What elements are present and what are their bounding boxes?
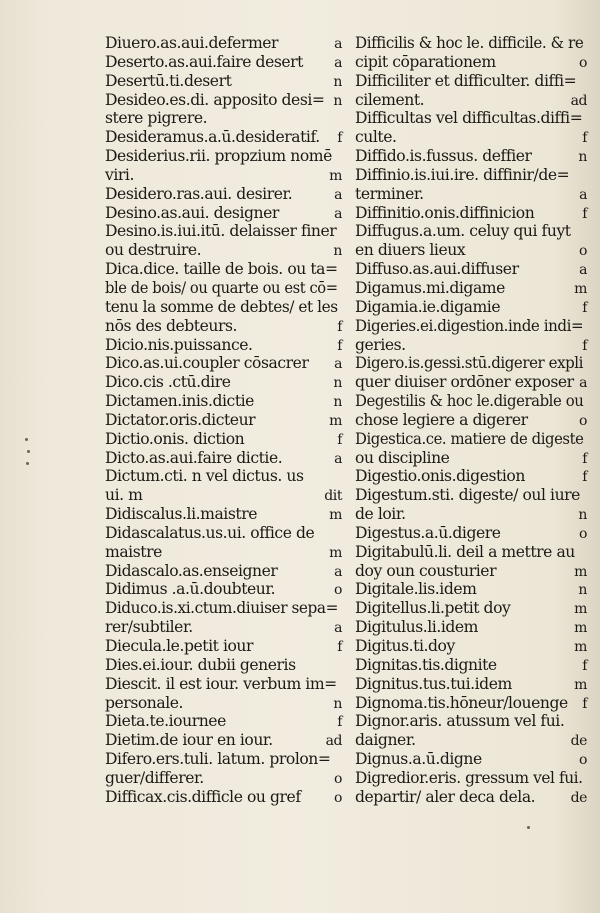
dictionary-line — [105, 392, 342, 411]
dictionary-line — [355, 392, 587, 411]
grammar-marker: o — [579, 243, 587, 260]
grammar-marker: f — [337, 318, 342, 335]
grammar-marker: f — [582, 469, 587, 486]
grammar-marker: a — [579, 186, 587, 203]
grammar-marker: f — [337, 714, 342, 731]
entry-text: Diescit. il est iour. verbum im= — [105, 674, 337, 693]
entry-text: Desertū.ti.desert — [105, 71, 232, 90]
entry-text: Dies.ei.iour. dubii generis — [105, 655, 296, 674]
dictionary-line — [355, 543, 587, 562]
entry-text: Digitellus.li.petit doy — [355, 599, 511, 618]
dictionary-line — [355, 750, 587, 769]
dictionary-line — [105, 750, 342, 769]
grammar-marker: ad — [570, 92, 587, 109]
grammar-marker: a — [334, 563, 342, 580]
entry-text: Degestilis & hoc le.digerable ou — [355, 392, 584, 411]
dictionary-line — [105, 166, 342, 185]
entry-text: ou discipline — [355, 448, 450, 467]
dictionary-line — [355, 731, 587, 750]
entry-text: Desideo.es.di. apposito desi= — [105, 90, 325, 109]
entry-text: Digamus.mi.digame — [355, 278, 505, 297]
dictionary-line — [355, 336, 587, 355]
entry-text: geries. — [355, 335, 406, 354]
dictionary-line — [355, 580, 587, 599]
entry-text: cipit cōparationem — [355, 52, 496, 71]
right-column — [355, 34, 587, 807]
grammar-marker: a — [334, 356, 342, 373]
grammar-marker: n — [578, 507, 587, 524]
grammar-marker: o — [579, 752, 587, 769]
dictionary-line — [105, 505, 342, 524]
grammar-marker: f — [582, 450, 587, 467]
grammar-marker: m — [329, 544, 342, 561]
dictionary-line — [105, 34, 342, 53]
dictionary-line — [355, 599, 587, 618]
dictionary-line — [105, 279, 342, 298]
entry-text: Dictio.onis. diction — [105, 429, 245, 448]
entry-text: viri. — [105, 165, 134, 184]
entry-text: rer/subtiler. — [105, 618, 193, 637]
dictionary-line — [355, 91, 587, 110]
grammar-marker: n — [333, 695, 342, 712]
dictionary-line — [355, 241, 587, 260]
grammar-marker: n — [578, 149, 587, 166]
entry-text: Digestio.onis.digestion — [355, 467, 525, 486]
entry-text: nōs des debteurs. — [105, 316, 238, 335]
entry-text: Digitulus.li.idem — [355, 618, 479, 637]
grammar-marker: m — [329, 507, 342, 524]
dictionary-line — [105, 656, 342, 675]
paper-speck — [26, 462, 29, 465]
entry-text: Digamia.ie.digamie — [355, 297, 501, 316]
dictionary-line — [355, 675, 587, 694]
dictionary-line — [105, 637, 342, 656]
entry-text: Digitale.lis.idem — [355, 580, 477, 599]
dictionary-line — [355, 222, 587, 241]
entry-text: Diduco.is.xi.ctum.diuiser sepa= — [105, 599, 339, 618]
entry-text: Dietim.de iour en iour. — [105, 731, 273, 750]
grammar-marker: m — [574, 601, 587, 618]
entry-text: Dignoma.tis.hōneur/louenge — [355, 693, 568, 712]
dictionary-line — [355, 260, 587, 279]
grammar-marker: a — [334, 205, 342, 222]
grammar-marker: f — [582, 657, 587, 674]
paper-speck — [527, 826, 530, 829]
dictionary-line — [105, 618, 342, 637]
grammar-marker: m — [574, 676, 587, 693]
grammar-marker: a — [334, 186, 342, 203]
dictionary-line — [105, 731, 342, 750]
grammar-marker: o — [579, 525, 587, 542]
grammar-marker: m — [329, 412, 342, 429]
entry-text: Desino.is.iui.itū. delaisser finer — [105, 222, 337, 241]
grammar-marker: o — [579, 54, 587, 71]
paper-speck — [25, 438, 28, 441]
dictionary-line — [355, 204, 587, 223]
left-column — [105, 34, 342, 807]
entry-text: Dieta.te.iournee — [105, 712, 226, 731]
dictionary-line — [105, 185, 342, 204]
dictionary-line — [355, 147, 587, 166]
grammar-marker: n — [333, 375, 342, 392]
entry-text: Dica.dice. taille de bois. ou ta= — [105, 260, 338, 279]
dictionary-line — [105, 430, 342, 449]
grammar-marker: m — [574, 280, 587, 297]
dictionary-line — [105, 109, 342, 128]
entry-text: Diuero.as.aui.defermer — [105, 34, 279, 52]
dictionary-line — [105, 788, 342, 807]
entry-text: Digitabulū.li. deil a mettre au — [355, 542, 575, 561]
entry-text: stere pigrere. — [105, 109, 208, 128]
dictionary-line — [105, 260, 342, 279]
dictionary-line — [105, 241, 342, 260]
grammar-marker: f — [582, 130, 587, 147]
dictionary-line — [355, 694, 587, 713]
grammar-marker: f — [582, 205, 587, 222]
entry-text: personale. — [105, 693, 184, 712]
entry-text: culte. — [355, 128, 397, 147]
entry-text: Desino.as.aui. designer — [105, 203, 279, 222]
entry-text: Diffinitio.onis.diffinicion — [355, 203, 535, 222]
entry-text: Diffuso.as.aui.diffuser — [355, 260, 519, 279]
grammar-marker: a — [334, 54, 342, 71]
entry-text: Difficax.cis.difficle ou gref — [105, 787, 301, 806]
entry-text: Dignus.a.ū.digne — [355, 750, 482, 769]
dictionary-line — [355, 109, 587, 128]
paper-speck — [27, 450, 30, 453]
dictionary-line — [355, 166, 587, 185]
entry-text: Desideramus.a.ū.desideratif. — [105, 128, 320, 147]
dictionary-line — [355, 788, 587, 807]
dictionary-line — [355, 185, 587, 204]
entry-text: Dignitas.tis.dignite — [355, 655, 497, 674]
dictionary-line — [105, 486, 342, 505]
entry-text: doy oun cousturier — [355, 561, 497, 580]
entry-text: Diffido.is.fussus. deffier — [355, 147, 532, 166]
grammar-marker: o — [579, 412, 587, 429]
grammar-marker: ad — [325, 733, 342, 750]
entry-text: quer diuiser ordōner exposer — [355, 373, 574, 392]
entry-text: Dignor.aris. atussum vel fui. — [355, 712, 565, 731]
dictionary-line — [355, 430, 587, 449]
entry-text: Didascalo.as.enseigner — [105, 561, 278, 580]
entry-text: Didiscalus.li.maistre — [105, 505, 257, 524]
grammar-marker: a — [579, 375, 587, 392]
entry-text: Dictamen.inis.dictie — [105, 392, 254, 411]
entry-text: en diuers lieux — [355, 241, 466, 260]
entry-text: Digeries.ei.digestion.inde indi= — [355, 316, 584, 335]
dictionary-line — [105, 373, 342, 392]
dictionary-line — [105, 580, 342, 599]
dictionary-line — [355, 505, 587, 524]
grammar-marker: a — [579, 262, 587, 279]
dictionary-line — [355, 524, 587, 543]
grammar-marker: dit — [324, 488, 342, 505]
dictionary-line — [105, 298, 342, 317]
dictionary-line — [355, 712, 587, 731]
dictionary-line — [355, 298, 587, 317]
entry-text: Dictum.cti. n vel dictus. us — [105, 467, 304, 486]
entry-text: Diffugus.a.um. celuy qui fuyt — [355, 222, 571, 241]
entry-text: Difficultas vel difficultas.diffi= — [355, 109, 583, 128]
entry-text: Didimus .a.ū.doubteur. — [105, 580, 276, 599]
grammar-marker: m — [329, 167, 342, 184]
dictionary-line — [355, 562, 587, 581]
dictionary-line — [105, 147, 342, 166]
grammar-marker: n — [333, 73, 342, 90]
entry-text: tenu la somme de debtes/ et les — [105, 297, 338, 316]
grammar-marker: o — [334, 770, 342, 787]
entry-text: Digredior.eris. gressum vel fui. — [355, 768, 583, 787]
entry-text: Digestus.a.ū.digere — [355, 523, 501, 542]
grammar-marker: f — [337, 337, 342, 354]
dictionary-line — [105, 562, 342, 581]
entry-text: Difficiliter et difficulter. diffi= — [355, 71, 577, 90]
dictionary-line — [355, 373, 587, 392]
entry-text: ou destruire. — [105, 241, 202, 260]
grammar-marker: f — [582, 337, 587, 354]
grammar-marker: f — [337, 639, 342, 655]
dictionary-line — [355, 449, 587, 468]
dictionary-line — [355, 486, 587, 505]
entry-text: Deserto.as.aui.faire desert — [105, 52, 304, 71]
dictionary-line — [105, 449, 342, 468]
dictionary-line — [105, 599, 342, 618]
entry-text: Desidero.ras.aui. desirer. — [105, 184, 293, 203]
dictionary-line — [105, 222, 342, 241]
entry-text: Diecula.le.petit iour — [105, 637, 254, 655]
entry-text: Digestum.sti. digeste/ oul iure — [355, 486, 580, 505]
dictionary-line — [105, 712, 342, 731]
dictionary-line — [355, 769, 587, 788]
entry-text: Digero.is.gessi.stū.digerer expli — [355, 354, 584, 373]
grammar-marker: n — [333, 243, 342, 260]
dictionary-line — [355, 618, 587, 637]
entry-text: Digitus.ti.doy — [355, 637, 455, 655]
entry-text: Dicio.nis.puissance. — [105, 335, 253, 354]
dictionary-line — [105, 72, 342, 91]
entry-text: Dico.cis .ctū.dire — [105, 373, 231, 392]
entry-text: daigner. — [355, 731, 416, 750]
entry-text: Difero.ers.tuli. latum. prolon= — [105, 750, 331, 769]
grammar-marker: n — [578, 582, 587, 599]
grammar-marker: de — [570, 733, 587, 750]
grammar-marker: n — [333, 92, 342, 109]
grammar-marker: de — [570, 789, 587, 806]
dictionary-line — [105, 317, 342, 336]
dictionary-line — [105, 769, 342, 788]
entry-text: Dignitus.tus.tui.idem — [355, 674, 512, 693]
dictionary-line — [105, 543, 342, 562]
grammar-marker: a — [334, 620, 342, 637]
dictionary-line — [105, 524, 342, 543]
entry-text: Didascalatus.us.ui. office de — [105, 523, 315, 542]
grammar-marker: a — [334, 450, 342, 467]
dictionary-line — [355, 279, 587, 298]
grammar-marker: m — [574, 620, 587, 637]
grammar-marker: o — [334, 582, 342, 599]
entry-text: terminer. — [355, 184, 424, 203]
entry-text: Dico.as.ui.coupler cōsacrer — [105, 354, 309, 373]
entry-text: Difficilis & hoc le. difficile. & re — [355, 34, 584, 52]
entry-text: cilement. — [355, 90, 425, 109]
dictionary-line — [105, 467, 342, 486]
entry-text: maistre — [105, 542, 162, 561]
entry-text: de loir. — [355, 505, 406, 524]
grammar-marker: a — [334, 36, 342, 52]
grammar-marker: f — [582, 695, 587, 712]
dictionary-line — [105, 354, 342, 373]
dictionary-line — [105, 675, 342, 694]
dictionary-line — [105, 694, 342, 713]
dictionary-line — [355, 34, 587, 53]
entry-text: departir/ aler deca dela. — [355, 787, 536, 806]
dictionary-line — [355, 53, 587, 72]
entry-text: Dictator.oris.dicteur — [105, 410, 256, 429]
grammar-marker: m — [574, 639, 587, 655]
entry-text: guer/differer. — [105, 768, 204, 787]
dictionary-line — [355, 637, 587, 656]
entry-text: Diffinio.is.iui.ire. diffinir/de= — [355, 165, 570, 184]
grammar-marker: f — [337, 130, 342, 147]
dictionary-line — [355, 354, 587, 373]
dictionary-line — [105, 91, 342, 110]
entry-text: Digestica.ce. matiere de digeste — [355, 429, 584, 448]
dictionary-line — [355, 467, 587, 486]
dictionary-line — [355, 411, 587, 430]
grammar-marker: f — [582, 299, 587, 316]
entry-text: ui. m — [105, 486, 143, 505]
dictionary-line — [355, 656, 587, 675]
entry-text: ble de bois/ ou quarte ou est cō= — [105, 278, 338, 297]
grammar-marker: n — [333, 394, 342, 411]
dictionary-line — [105, 53, 342, 72]
entry-text: Desiderius.rii. propzium nomē — [105, 147, 332, 166]
dictionary-line — [105, 128, 342, 147]
dictionary-line — [105, 411, 342, 430]
grammar-marker: m — [574, 563, 587, 580]
entry-text: Dicto.as.aui.faire dictie. — [105, 448, 283, 467]
dictionary-line — [355, 317, 587, 336]
dictionary-line — [105, 336, 342, 355]
entry-text: chose legiere a digerer — [355, 410, 528, 429]
grammar-marker: o — [334, 789, 342, 806]
dictionary-line — [355, 128, 587, 147]
grammar-marker: f — [337, 431, 342, 448]
dictionary-line — [105, 204, 342, 223]
dictionary-line — [355, 72, 587, 91]
